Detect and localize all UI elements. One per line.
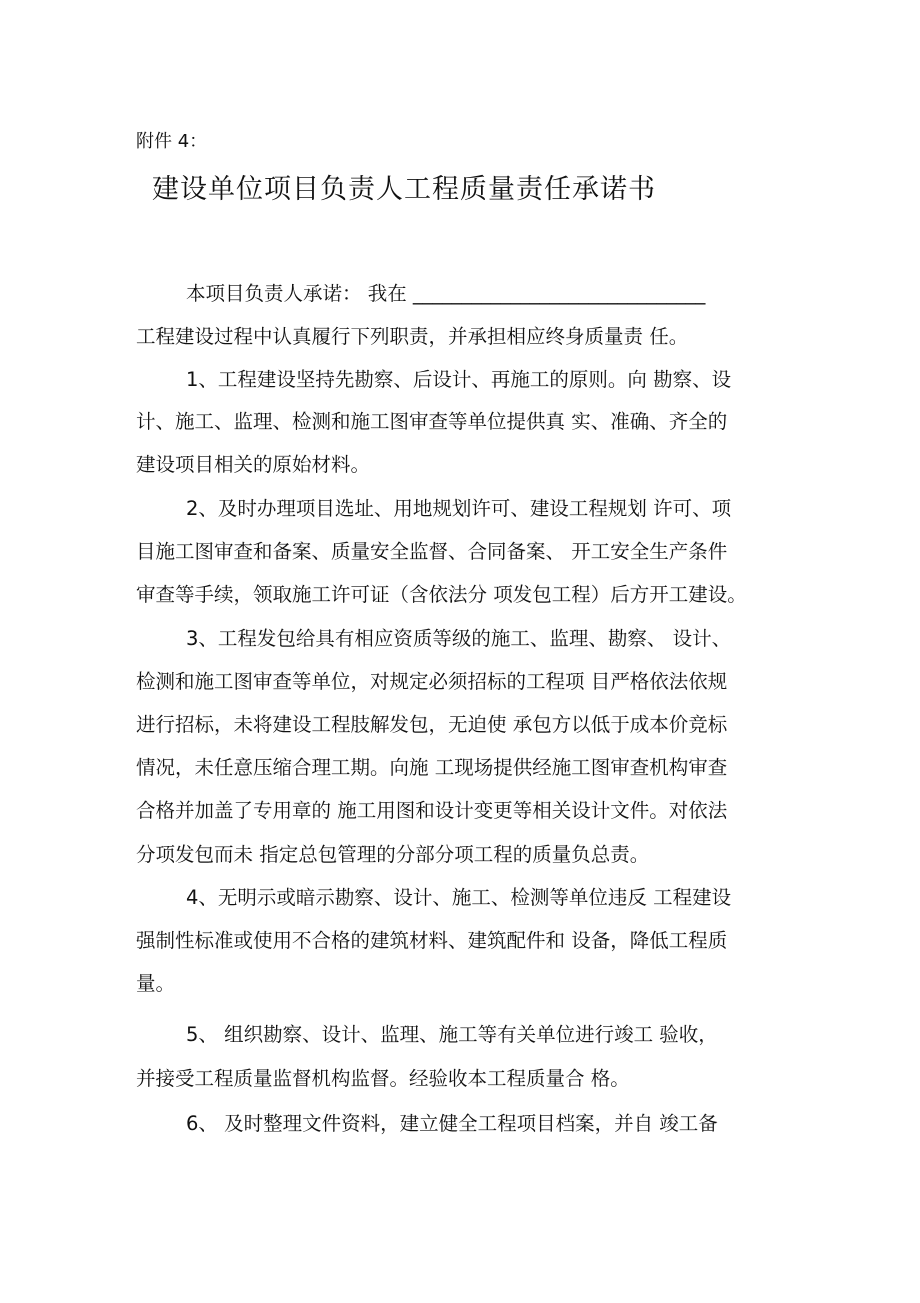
intro-line-2: 工程建设过程中认真履行下列职责，并承担相应终身质量责 任。: [136, 325, 689, 348]
item-1-line-3: 建设项目相关的原始材料。: [136, 453, 371, 476]
item-5-line-2: 并接受工程质量监督机构监督。经验收本工程质量合 格。: [136, 1067, 630, 1090]
item-2-line-3: 审查等手续，领取施工许可证（含依法分 项发包工程）后方开工建设。: [136, 583, 747, 606]
item-5-line-1: 5、 组织勘察、设计、监理、施工等有关单位进行竣工 验收，: [186, 1023, 718, 1046]
item-3-line-1: 3、工程发包给具有相应资质等级的施工、监理、勘察、 设计、: [186, 627, 732, 650]
item-4-line-3: 量。: [136, 972, 176, 995]
item-3-line-5: 合格并加盖了专用章的 施工用图和设计变更等相关设计文件。对依法: [136, 799, 728, 822]
intro-line-1: 本项目负责人承诺： 我在 ______________________________: [186, 282, 706, 305]
item-3-line-4: 情况，未任意压缩合理工期。向施 工现场提供经施工图审查机构审查: [136, 756, 728, 779]
item-3-line-2: 检测和施工图审查等单位，对规定必须招标的工程项 目严格依法依规: [136, 670, 728, 693]
document-title: 建设单位项目负责人工程质量责任承诺书: [152, 174, 656, 205]
item-3-line-6: 分项发包而未 指定总包管理的分部分项工程的质量负总责。: [136, 843, 650, 866]
item-2-line-1: 2、及时办理项目选址、用地规划许可、建设工程规划 许可、项: [186, 497, 732, 520]
annex-label: 附件 4：: [136, 131, 208, 152]
item-6-line-1: 6、 及时整理文件资料，建立健全工程项目档案，并自 竣工备: [186, 1112, 718, 1135]
item-4-line-1: 4、无明示或暗示勘察、设计、施工、检测等单位违反 工程建设: [186, 886, 732, 909]
item-4-line-2: 强制性标准或使用不合格的建筑材料、建筑配件和 设备，降低工程质: [136, 929, 728, 952]
item-3-line-3: 进行招标，未将建设工程肢解发包，无迫使 承包方以低于成本价竞标: [136, 713, 728, 736]
item-1-line-2: 计、施工、监理、检测和施工图审查等单位提供真 实、准确、齐全的: [136, 410, 728, 433]
item-1-line-1: 1、工程建设坚持先勘察、后设计、再施工的原则。向 勘察、设: [186, 368, 732, 391]
item-2-line-2: 目施工图审查和备案、质量安全监督、合同备案、 开工安全生产条件: [136, 540, 728, 563]
